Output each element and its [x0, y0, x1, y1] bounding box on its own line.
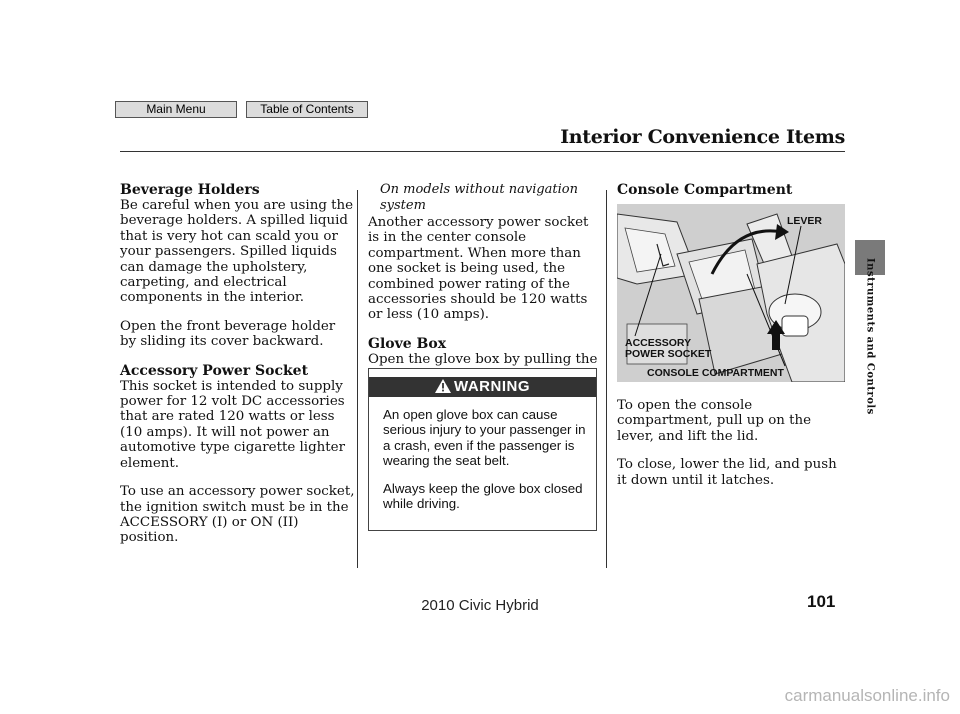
- warning-box: [368, 368, 597, 531]
- model-note: On models without navigation system: [380, 182, 579, 213]
- page-number: 101: [807, 592, 836, 611]
- main-menu-button[interactable]: Main Menu: [115, 101, 237, 118]
- table-of-contents-button[interactable]: Table of Contents: [246, 101, 368, 118]
- console-compartment-heading: Console Compartment: [617, 182, 793, 198]
- warning-text: [383, 407, 588, 525]
- accessory-paragraph-1: This socket is intended to supply power for 12 volt DC accessories that are rated 120 watts or less (10 amps). It will not power an automotive type cigarette lighter element.: [120, 378, 345, 471]
- warning-label: WARNING: [454, 378, 530, 395]
- glove-box-paragraph: Open the glove box by pulling the: [368, 351, 598, 367]
- accessory-paragraph-2: To use an accessory power socket, the ignition switch must be in the ACCESSORY (I) or ON (II) position.: [120, 484, 355, 546]
- header-rule: [120, 151, 845, 152]
- warning-header: [369, 377, 596, 397]
- power-socket-label-line-1: ACCESSORY: [625, 337, 692, 349]
- column-divider: [606, 190, 607, 568]
- lever-label: LEVER: [787, 215, 823, 227]
- beverage-paragraph-1: Be careful when you are using the beverage holders. A spilled liquid that is very hot can scald you or your passengers. Spilled liquids can damage the upholstery, carpeting, and electrical components in the interior.: [120, 198, 354, 306]
- console-paragraph-2: To close, lower the lid, and push it down until it latches.: [617, 457, 837, 488]
- console-paragraph-1: To open the console compartment, pull up on the lever, and lift the lid.: [617, 398, 812, 444]
- accessory-paragraph-3: Another accessory power socket is in the center console compartment. When more than one socket is being used, the combined power rating of the accessories should be 120 watts or less (10 amps).: [368, 215, 589, 323]
- column-left: [120, 182, 355, 559]
- power-socket-label-line-2: POWER SOCKET: [625, 348, 712, 360]
- console-compartment-illustration: [617, 204, 845, 382]
- accessory-socket-heading: Accessory Power Socket: [120, 362, 309, 379]
- console-compartment-label: CONSOLE COMPARTMENT: [647, 367, 784, 379]
- watermark: carmanualsonline.info: [784, 686, 950, 705]
- model-name: 2010 Civic Hybrid: [421, 597, 539, 614]
- chapter-label: Instruments and Controls: [864, 258, 876, 415]
- beverage-paragraph-2: Open the front beverage holder by sliding its cover backward.: [120, 318, 336, 350]
- warning-paragraph-2: Always keep the glove box closed while driving.: [383, 481, 583, 512]
- warning-paragraph-1: An open glove box can cause serious injury to your passenger in a crash, even if the passenger is wearing the seat belt.: [383, 407, 586, 468]
- glove-box-heading: Glove Box: [368, 335, 447, 352]
- section-title: Interior Convenience Items: [560, 126, 845, 148]
- beverage-holders-heading: Beverage Holders: [120, 182, 260, 198]
- column-divider: [357, 190, 358, 568]
- warning-triangle-icon: [435, 379, 451, 393]
